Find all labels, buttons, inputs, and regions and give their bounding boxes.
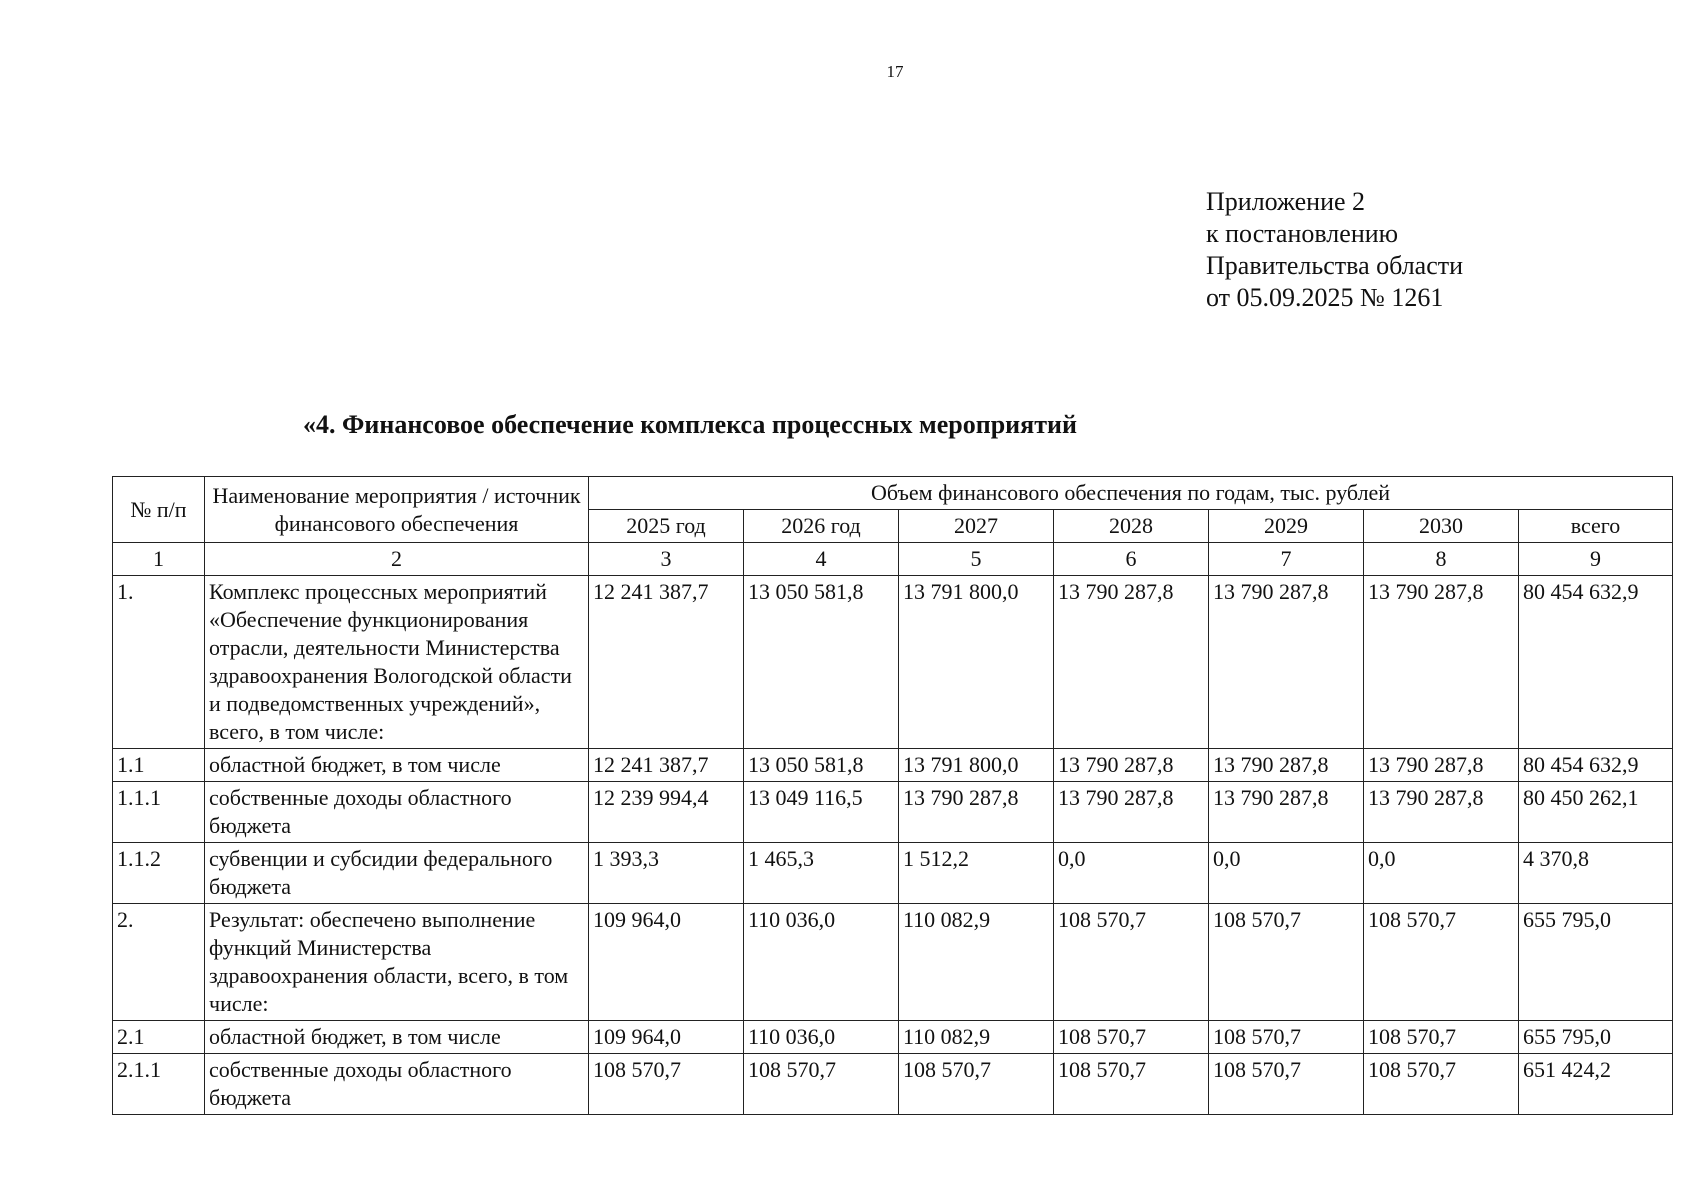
table-row (113, 749, 1673, 782)
row-number: 2.1.1 (113, 1054, 205, 1115)
row-value: 108 570,7 (589, 1054, 744, 1115)
table-row (113, 1054, 1673, 1115)
row-value: 13 790 287,8 (1364, 576, 1519, 749)
row-total: 80 454 632,9 (1519, 576, 1673, 749)
row-value: 13 790 287,8 (899, 782, 1054, 843)
row-value: 13 790 287,8 (1364, 749, 1519, 782)
row-value: 108 570,7 (1364, 904, 1519, 1021)
column-number: 1 (113, 543, 205, 576)
row-value: 1 512,2 (899, 843, 1054, 904)
row-value: 108 570,7 (1054, 904, 1209, 1021)
row-number: 1. (113, 576, 205, 749)
column-number: 4 (744, 543, 899, 576)
row-name: областной бюджет, в том числе (205, 749, 589, 782)
row-name: собственные доходы областного бюджета (205, 782, 589, 843)
section-heading: «4. Финансовое обеспечение комплекса процессных мероприятий (303, 410, 1077, 439)
row-value: 109 964,0 (589, 1021, 744, 1054)
column-number: 3 (589, 543, 744, 576)
header-year: 2030 (1364, 510, 1519, 543)
row-number: 2.1 (113, 1021, 205, 1054)
row-value: 12 239 994,4 (589, 782, 744, 843)
row-value: 13 050 581,8 (744, 749, 899, 782)
header-group: Объем финансового обеспечения по годам, тыс. рублей (589, 477, 1673, 510)
row-value: 110 036,0 (744, 904, 899, 1021)
header-name: Наименование мероприятия / источник финансового обеспечения (205, 477, 589, 543)
row-total: 80 450 262,1 (1519, 782, 1673, 843)
row-value: 0,0 (1209, 843, 1364, 904)
column-number: 8 (1364, 543, 1519, 576)
table-row (113, 904, 1673, 1021)
column-number: 2 (205, 543, 589, 576)
row-value: 108 570,7 (1054, 1054, 1209, 1115)
financing-table (112, 476, 1673, 1115)
column-number: 9 (1519, 543, 1673, 576)
header-year: 2027 (899, 510, 1054, 543)
row-value: 110 036,0 (744, 1021, 899, 1054)
row-value: 110 082,9 (899, 904, 1054, 1021)
row-value: 13 790 287,8 (1054, 576, 1209, 749)
header-year: 2025 год (589, 510, 744, 543)
row-number: 1.1 (113, 749, 205, 782)
row-value: 13 790 287,8 (1209, 576, 1364, 749)
column-number: 6 (1054, 543, 1209, 576)
row-name: субвенции и субсидии федерального бюджета (205, 843, 589, 904)
row-total: 651 424,2 (1519, 1054, 1673, 1115)
row-value: 110 082,9 (899, 1021, 1054, 1054)
row-value: 108 570,7 (899, 1054, 1054, 1115)
row-total: 4 370,8 (1519, 843, 1673, 904)
row-value: 0,0 (1364, 843, 1519, 904)
row-name: собственные доходы областного бюджета (205, 1054, 589, 1115)
appendix-line: от 05.09.2025 № 1261 (1206, 283, 1444, 312)
row-value: 1 465,3 (744, 843, 899, 904)
column-number: 7 (1209, 543, 1364, 576)
row-value: 108 570,7 (1364, 1021, 1519, 1054)
row-value: 13 790 287,8 (1054, 749, 1209, 782)
table-header-row (113, 477, 1673, 510)
row-value: 13 790 287,8 (1209, 749, 1364, 782)
row-value: 13 790 287,8 (1209, 782, 1364, 843)
row-value: 13 791 800,0 (899, 749, 1054, 782)
table-row (113, 782, 1673, 843)
table-row (113, 576, 1673, 749)
header-num: № п/п (113, 477, 205, 543)
row-value: 108 570,7 (1209, 904, 1364, 1021)
row-value: 13 050 581,8 (744, 576, 899, 749)
table-row (113, 1021, 1673, 1054)
column-number: 5 (899, 543, 1054, 576)
row-value: 109 964,0 (589, 904, 744, 1021)
row-value: 0,0 (1054, 843, 1209, 904)
row-value: 13 791 800,0 (899, 576, 1054, 749)
page-number: 17 (886, 62, 904, 81)
row-value: 13 049 116,5 (744, 782, 899, 843)
row-name: областной бюджет, в том числе (205, 1021, 589, 1054)
row-number: 1.1.1 (113, 782, 205, 843)
row-value: 108 570,7 (1364, 1054, 1519, 1115)
header-year: 2029 (1209, 510, 1364, 543)
row-value: 12 241 387,7 (589, 749, 744, 782)
appendix-line: к постановлению (1206, 219, 1399, 248)
row-value: 108 570,7 (744, 1054, 899, 1115)
row-value: 108 570,7 (1209, 1021, 1364, 1054)
row-value: 108 570,7 (1054, 1021, 1209, 1054)
column-numbers-row (113, 543, 1673, 576)
row-name: Результат: обеспечено выполнение функций Министерства здравоохранения области, всего, в том числе: (205, 904, 589, 1021)
header-year: 2026 год (744, 510, 899, 543)
appendix-block (1206, 186, 1463, 314)
row-value: 108 570,7 (1209, 1054, 1364, 1115)
row-number: 1.1.2 (113, 843, 205, 904)
row-total: 655 795,0 (1519, 904, 1673, 1021)
row-value: 13 790 287,8 (1364, 782, 1519, 843)
table-row (113, 843, 1673, 904)
appendix-line: Приложение 2 (1206, 187, 1366, 216)
row-total: 80 454 632,9 (1519, 749, 1673, 782)
row-value: 12 241 387,7 (589, 576, 744, 749)
appendix-line: Правительства области (1206, 251, 1464, 280)
row-name: Комплекс процессных мероприятий «Обеспечение функционирования отрасли, деятельности Министерства здравоохранения Вологодской области и подведомственных учреждений», всего, в том числе: (205, 576, 589, 749)
row-number: 2. (113, 904, 205, 1021)
row-value: 1 393,3 (589, 843, 744, 904)
header-year: 2028 (1054, 510, 1209, 543)
header-total: всего (1519, 510, 1673, 543)
row-value: 13 790 287,8 (1054, 782, 1209, 843)
row-total: 655 795,0 (1519, 1021, 1673, 1054)
